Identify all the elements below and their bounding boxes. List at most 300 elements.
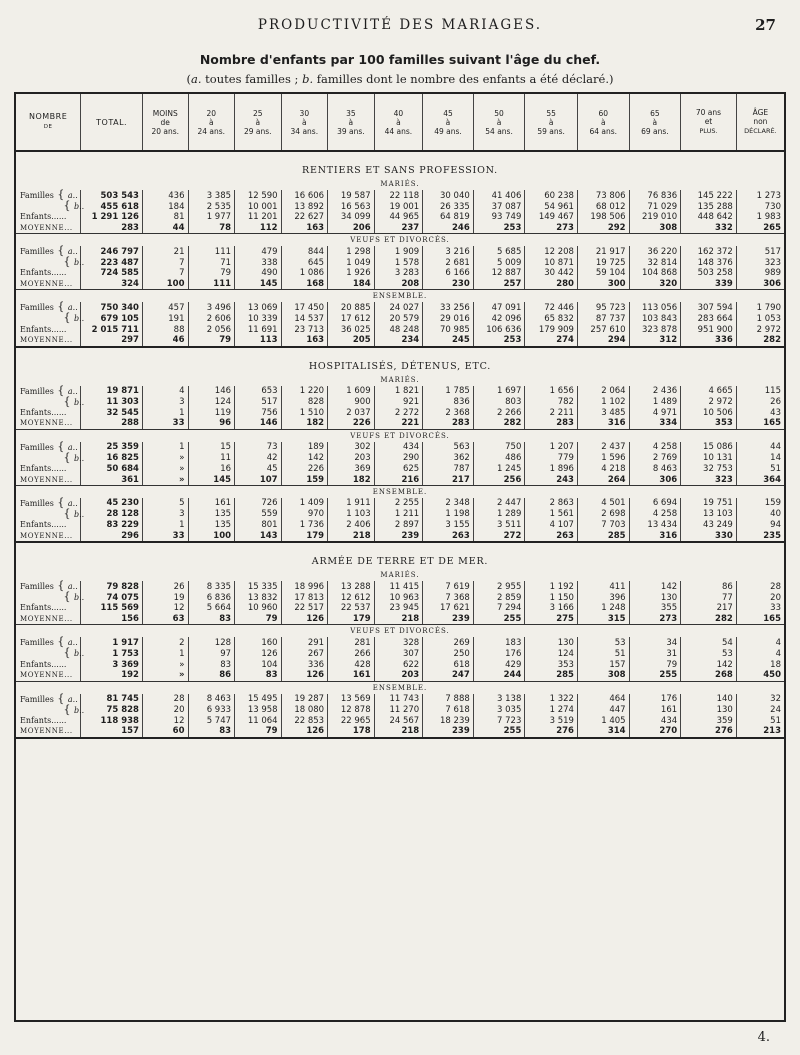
value-cell: 4 501	[577, 498, 629, 509]
value-cell: 18	[736, 659, 784, 670]
label-a: a..	[67, 191, 78, 200]
value-cell: 1 896	[525, 464, 578, 475]
value-cell: 314	[577, 726, 629, 738]
value-cell: 88	[142, 324, 188, 335]
value-cell: 237	[374, 223, 423, 234]
label-b: b..	[74, 509, 85, 519]
value-cell: 320	[629, 279, 681, 290]
value-cell: 4 665	[681, 386, 737, 397]
row-label: Enfants......	[20, 324, 67, 334]
total-cell: 455 618	[81, 201, 143, 212]
value-cell: 146	[235, 418, 282, 429]
value-cell: 315	[577, 614, 629, 625]
total-cell: 83 229	[81, 520, 143, 531]
value-cell: 2 681	[423, 257, 474, 268]
value-cell: 219 010	[629, 212, 681, 223]
value-cell: 79	[629, 659, 681, 670]
value-cell: 205	[328, 335, 375, 347]
group-title-row	[16, 681, 784, 694]
brace-glyph: {	[60, 702, 74, 716]
value-cell: 255	[473, 614, 525, 625]
value-cell: 2 255	[374, 498, 423, 509]
header-age-column	[736, 94, 784, 151]
row-label	[16, 646, 85, 660]
value-cell: 447	[577, 705, 629, 716]
value-cell: 20 885	[328, 302, 375, 313]
value-cell: 13 832	[235, 592, 282, 603]
brace-glyph: {	[60, 506, 74, 520]
value-cell: 11 064	[235, 716, 282, 727]
header-age-line: 69 ans.	[641, 126, 669, 136]
value-cell: 83	[188, 726, 235, 738]
value-cell: 306	[629, 474, 681, 485]
value-cell: 37 087	[473, 201, 525, 212]
value-cell: 255	[473, 726, 525, 738]
label-b: b..	[74, 314, 85, 324]
table-row	[16, 257, 784, 268]
value-cell: 77	[681, 592, 737, 603]
value-cell: 15	[188, 442, 235, 453]
value-cell: 17 612	[328, 313, 375, 324]
header-age-line: 64 ans.	[589, 126, 618, 136]
value-cell: 803	[473, 397, 525, 408]
value-cell: 203	[374, 670, 423, 681]
familles-label: Familles	[20, 694, 54, 704]
value-cell: 285	[577, 531, 629, 543]
value-cell: 3 216	[423, 246, 474, 257]
value-cell: 184	[142, 201, 188, 212]
row-label	[16, 506, 85, 520]
header-age-line: à	[302, 117, 307, 127]
table-row	[16, 335, 784, 347]
value-cell: 218	[328, 531, 375, 543]
value-cell: 145	[188, 474, 235, 485]
value-cell: 306	[736, 279, 784, 290]
value-cell: 239	[374, 531, 423, 543]
value-cell: 12 208	[525, 246, 578, 257]
value-cell: 2 348	[423, 498, 474, 509]
label-a: a..	[67, 303, 78, 313]
table-frame	[14, 92, 786, 1022]
value-cell: 128	[188, 637, 235, 648]
value-cell: 135	[188, 509, 235, 520]
value-cell: 2 447	[473, 498, 525, 509]
value-cell: 2 769	[629, 453, 681, 464]
value-cell: 1 053	[736, 313, 784, 324]
value-cell: 126	[281, 670, 328, 681]
row-label: MOYENNE...	[16, 614, 81, 625]
total-cell: 1 753	[81, 648, 143, 659]
total-cell: 19 871	[81, 386, 143, 397]
page-number: 27	[755, 16, 776, 34]
value-cell: 270	[629, 726, 681, 738]
value-cell: 13 958	[235, 705, 282, 716]
familles-label: Familles	[20, 582, 54, 592]
total-cell: 74 075	[81, 592, 143, 603]
header-age-line: et	[704, 117, 713, 126]
value-cell: 79	[235, 726, 282, 738]
header-age-line: 60	[598, 108, 609, 118]
table-row	[16, 313, 784, 324]
value-cell: 11 691	[235, 324, 282, 335]
value-cell: 316	[577, 418, 629, 429]
total-cell: 50 684	[81, 464, 143, 475]
value-cell: 1 086	[281, 268, 328, 279]
value-cell: 779	[525, 453, 578, 464]
row-label: MOYENNE...	[16, 279, 81, 290]
value-cell: 276	[681, 726, 737, 738]
value-cell: 42	[235, 453, 282, 464]
brace-glyph: {	[60, 450, 74, 464]
total-cell: 16 825	[81, 453, 143, 464]
table-row	[16, 509, 784, 520]
value-cell: 4 218	[577, 464, 629, 475]
brace-glyph: {	[60, 199, 74, 212]
value-cell: 111	[188, 279, 235, 290]
value-cell: 10 960	[235, 603, 282, 614]
group-title-row	[16, 234, 784, 247]
value-cell: 1 926	[328, 268, 375, 279]
value-cell: 31	[629, 648, 681, 659]
value-cell: 273	[629, 614, 681, 625]
table-row	[16, 442, 784, 453]
value-cell: 20	[736, 592, 784, 603]
value-cell: 1 211	[374, 509, 423, 520]
label-a: a..	[67, 386, 78, 396]
header-age-line: à	[548, 117, 554, 127]
label-b: b..	[74, 593, 85, 603]
header-nombre-text: NOMBRE	[28, 112, 68, 121]
value-cell: 336	[681, 335, 737, 347]
value-cell: 7 619	[423, 581, 474, 592]
value-cell: 291	[281, 637, 328, 648]
value-cell: 168	[281, 279, 328, 290]
table-row	[16, 531, 784, 543]
total-cell: 81 745	[81, 694, 143, 705]
table-row	[16, 581, 784, 592]
value-cell: 208	[374, 279, 423, 290]
value-cell: 5 685	[473, 246, 525, 257]
header-age-line: à	[445, 117, 451, 127]
table-row	[16, 716, 784, 727]
value-cell: 162 372	[681, 246, 737, 257]
value-cell: 239	[423, 614, 474, 625]
total-cell: 3 369	[81, 659, 143, 670]
header-age-line: à	[652, 117, 658, 127]
value-cell: 362	[423, 453, 474, 464]
value-cell: 330	[681, 531, 737, 543]
table-row	[16, 474, 784, 485]
value-cell: 96	[188, 418, 235, 429]
value-cell: 5 747	[188, 716, 235, 727]
row-label	[16, 590, 85, 604]
value-cell: 4 258	[629, 442, 681, 453]
value-cell: 16 606	[281, 190, 328, 201]
value-cell: 71	[188, 257, 235, 268]
subtitle-a-mark: a.	[191, 72, 202, 86]
value-cell: 159	[736, 498, 784, 509]
value-cell: 2 863	[525, 498, 578, 509]
value-cell: 126	[281, 614, 328, 625]
value-cell: 323	[681, 474, 737, 485]
value-cell: 726	[235, 498, 282, 509]
value-cell: 143	[235, 531, 282, 543]
value-cell: 12	[142, 716, 188, 727]
value-cell: 1 298	[328, 246, 375, 257]
value-cell: 7 888	[423, 694, 474, 705]
value-cell: »	[142, 670, 188, 681]
value-cell: 3 155	[423, 520, 474, 531]
header-age-line: 44 ans.	[384, 126, 413, 136]
value-cell: 448 642	[681, 212, 737, 223]
value-cell: 450	[736, 670, 784, 681]
value-cell: 246	[423, 223, 474, 234]
value-cell: 1 821	[374, 386, 423, 397]
total-cell: 28 128	[81, 509, 143, 520]
header-age-line: 55	[546, 108, 556, 118]
group-title-row	[16, 625, 784, 638]
value-cell: 2 859	[473, 592, 525, 603]
value-cell: 213	[736, 726, 784, 738]
brace-glyph: {	[60, 311, 74, 325]
header-nombre	[16, 94, 81, 151]
value-cell: 1 207	[525, 442, 578, 453]
statistics-table	[16, 94, 784, 739]
value-cell: 2 698	[577, 509, 629, 520]
value-cell: 3 496	[188, 302, 235, 313]
row-label: Enfants......	[20, 520, 67, 530]
value-cell: 28	[142, 694, 188, 705]
header-age-column	[235, 94, 282, 151]
row-label: MOYENNE...	[16, 531, 81, 543]
value-cell: 10 339	[235, 313, 282, 324]
value-cell: 22 965	[328, 716, 375, 727]
table-row	[16, 324, 784, 335]
value-cell: 4	[736, 648, 784, 659]
value-cell: 3 485	[577, 408, 629, 419]
value-cell: 1 909	[374, 246, 423, 257]
header-age-line: à	[255, 117, 261, 127]
value-cell: 12 590	[235, 190, 282, 201]
group-title-row	[16, 374, 784, 386]
header-age-column	[681, 94, 737, 151]
value-cell: 21	[142, 246, 188, 257]
value-cell: 79	[235, 614, 282, 625]
header-age-line: à	[348, 117, 354, 127]
value-cell: 160	[235, 637, 282, 648]
value-cell: 250	[423, 648, 474, 659]
value-cell: 34 099	[328, 212, 375, 223]
value-cell: 970	[281, 509, 328, 520]
value-cell: 26	[142, 581, 188, 592]
row-label	[16, 394, 85, 408]
value-cell: 28	[736, 581, 784, 592]
value-cell: 1	[142, 648, 188, 659]
value-cell: 7	[142, 257, 188, 268]
value-cell: 283	[423, 418, 474, 429]
brace-glyph: {	[53, 300, 68, 314]
value-cell: 20	[142, 705, 188, 716]
value-cell: 21 917	[577, 246, 629, 257]
value-cell: 18 080	[281, 705, 328, 716]
header-age-line: 24 ans.	[197, 126, 226, 136]
value-cell: 13 288	[328, 581, 375, 592]
total-cell: 223 487	[81, 257, 143, 268]
section-title: HOSPITALISÉS, DÉTENUS, ETC.	[308, 360, 492, 372]
value-cell: 355	[629, 603, 681, 614]
value-cell: 10 001	[235, 201, 282, 212]
value-cell: 176	[629, 694, 681, 705]
header-age-line: 40	[393, 108, 404, 118]
value-cell: 8 335	[188, 581, 235, 592]
value-cell: 369	[328, 464, 375, 475]
value-cell: 921	[374, 397, 423, 408]
value-cell: 479	[235, 246, 282, 257]
familles-label: Familles	[20, 638, 54, 648]
value-cell: 1	[142, 442, 188, 453]
value-cell: 264	[577, 474, 629, 485]
value-cell: »	[142, 474, 188, 485]
value-cell: 79	[188, 268, 235, 279]
value-cell: 2	[142, 637, 188, 648]
value-cell: 23 945	[374, 603, 423, 614]
value-cell: 1 790	[736, 302, 784, 313]
value-cell: 22 517	[281, 603, 328, 614]
table-row	[16, 464, 784, 475]
header-row	[16, 94, 784, 151]
value-cell: 17 813	[281, 592, 328, 603]
value-cell: 750	[473, 442, 525, 453]
value-cell: 10 131	[681, 453, 737, 464]
value-cell: 308	[577, 670, 629, 681]
value-cell: 266	[328, 648, 375, 659]
header-age-column	[577, 94, 629, 151]
value-cell: 198 506	[577, 212, 629, 223]
value-cell: 5	[142, 498, 188, 509]
value-cell: 276	[525, 726, 578, 738]
value-cell: 13 103	[681, 509, 737, 520]
total-cell: 192	[81, 670, 143, 681]
value-cell: 226	[281, 464, 328, 475]
header-age-column	[525, 94, 578, 151]
value-cell: 73	[235, 442, 282, 453]
value-cell: 146	[188, 386, 235, 397]
value-cell: 83	[188, 659, 235, 670]
value-cell: 1 289	[473, 509, 525, 520]
value-cell: 2 406	[328, 520, 375, 531]
value-cell: 1 510	[281, 408, 328, 419]
value-cell: 40	[736, 509, 784, 520]
value-cell: 44	[736, 442, 784, 453]
value-cell: 17 621	[423, 603, 474, 614]
value-cell: 24	[736, 705, 784, 716]
row-label: Enfants......	[20, 715, 67, 725]
table-row	[16, 223, 784, 234]
value-cell: 2 897	[374, 520, 423, 531]
value-cell: 179	[281, 531, 328, 543]
value-cell: 4 258	[629, 509, 681, 520]
familles-label: Familles	[20, 191, 54, 200]
table-row	[16, 190, 784, 201]
row-label: Enfants......	[20, 212, 67, 222]
value-cell: 6 166	[423, 268, 474, 279]
value-cell: 149 467	[525, 212, 578, 223]
value-cell: 46	[142, 335, 188, 347]
value-cell: 1 596	[577, 453, 629, 464]
value-cell: 16	[188, 464, 235, 475]
table-row	[16, 418, 784, 429]
value-cell: 30 040	[423, 190, 474, 201]
value-cell: 189	[281, 442, 328, 453]
total-cell: 11 303	[81, 397, 143, 408]
section-title-row	[16, 347, 784, 374]
value-cell: 13 069	[235, 302, 282, 313]
value-cell: 334	[629, 418, 681, 429]
value-cell: 33	[736, 603, 784, 614]
value-cell: 142	[281, 453, 328, 464]
value-cell: 11	[188, 453, 235, 464]
value-cell: 283	[525, 418, 578, 429]
total-cell: 45 230	[81, 498, 143, 509]
value-cell: 41 406	[473, 190, 525, 201]
label-a: a..	[67, 638, 78, 648]
value-cell: 44 965	[374, 212, 423, 223]
value-cell: 18 996	[281, 581, 328, 592]
value-cell: 486	[473, 453, 525, 464]
total-cell: 296	[81, 531, 143, 543]
group-title: MARIÉS.	[380, 180, 420, 188]
header-age-line: 35	[346, 108, 356, 118]
value-cell: 275	[525, 614, 578, 625]
value-cell: 161	[188, 498, 235, 509]
value-cell: 782	[525, 397, 578, 408]
value-cell: 7	[142, 268, 188, 279]
value-cell: 364	[736, 474, 784, 485]
value-cell: 464	[577, 694, 629, 705]
row-label: Enfants......	[20, 268, 67, 278]
group-title: ENSEMBLE.	[372, 292, 428, 301]
value-cell: 292	[577, 223, 629, 234]
value-cell: 3 138	[473, 694, 525, 705]
subtitle-a-text: toutes familles ;	[201, 72, 303, 86]
value-cell: 113 056	[629, 302, 681, 313]
label-b: b..	[74, 258, 85, 268]
value-cell: 24 567	[374, 716, 423, 727]
value-cell: 2 272	[374, 408, 423, 419]
value-cell: 135 288	[681, 201, 737, 212]
header-age-line: 20 ans.	[151, 126, 180, 136]
value-cell: 247	[423, 670, 474, 681]
row-label	[16, 311, 85, 325]
subtitle-b-text: familles dont le nombre des enfants a été déclaré.	[313, 72, 609, 86]
value-cell: 29 016	[423, 313, 474, 324]
label-b: b..	[74, 649, 85, 659]
value-cell: 285	[525, 670, 578, 681]
section-title-row	[16, 151, 784, 178]
section-title-row	[16, 542, 784, 569]
table-row	[16, 637, 784, 648]
value-cell: 119	[188, 408, 235, 419]
value-cell: 3	[142, 397, 188, 408]
value-cell: 294	[577, 335, 629, 347]
value-cell: 307 594	[681, 302, 737, 313]
value-cell: 182	[328, 474, 375, 485]
value-cell: 179 909	[525, 324, 578, 335]
value-cell: 93 749	[473, 212, 525, 223]
total-cell: 288	[81, 418, 143, 429]
value-cell: 221	[374, 418, 423, 429]
value-cell: 1 150	[525, 592, 578, 603]
